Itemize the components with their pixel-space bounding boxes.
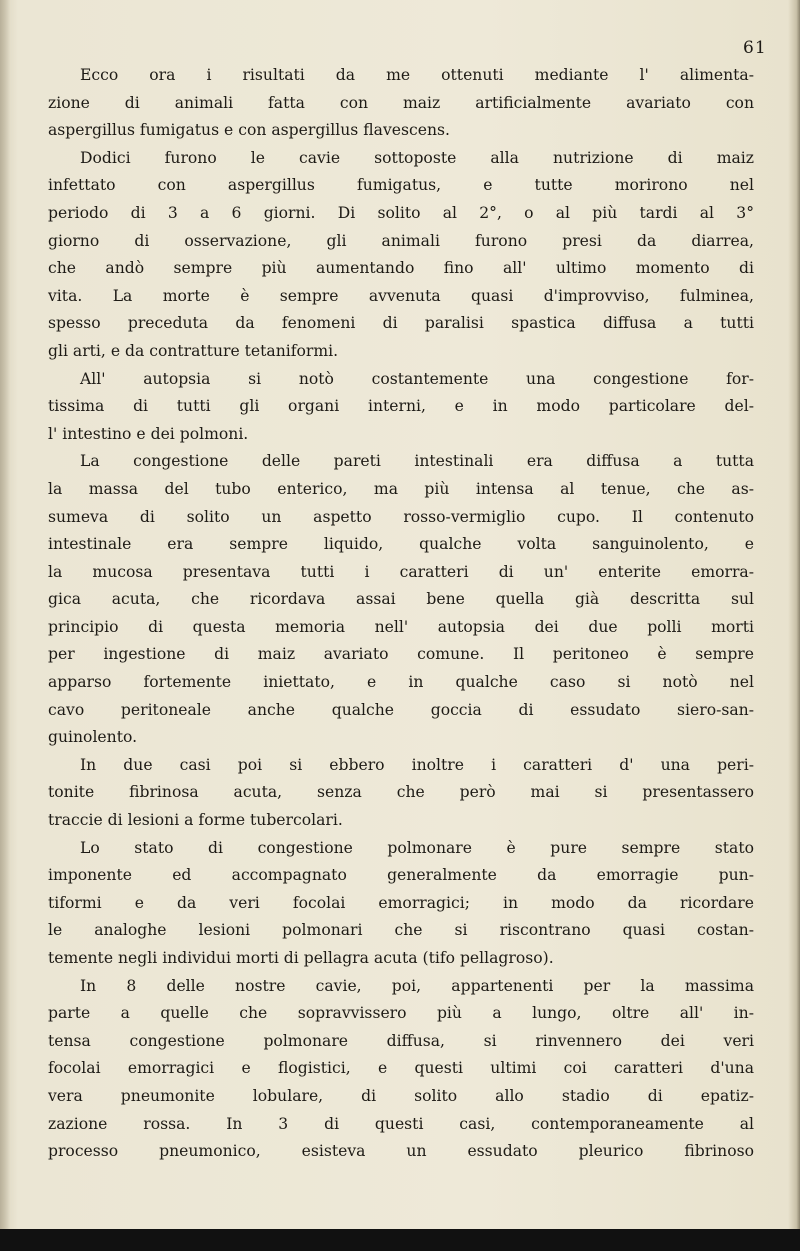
text-line: sumeva di solito un aspetto rosso-vermiglio cupo. Il contenuto [48,507,754,526]
page-number: 61 [743,38,767,58]
text-line: Ecco ora i risultati da me ottenuti mediante l' alimenta- [80,66,754,84]
text-line: La congestione delle pareti intestinali era diffusa a tutta [80,452,754,471]
text-line: aspergillus fumigatus e con aspergillus flavescens. [48,121,450,140]
text-line: gli arti, e da contratture tetaniformi. [48,341,339,360]
text-line: zazione rossa. In 3 di questi casi, contemporaneamente al [48,1114,754,1133]
text-line: le analoghe lesioni polmonari che si riscontrano quasi costan- [48,921,754,940]
text-line: apparso fortemente iniettato, e in qualche caso si notò nel [48,673,754,692]
text-line: principio di questa memoria nell' autopsia dei due polli morti [48,617,754,636]
text-line: spesso preceduta da fenomeni di paralisi spastica diffusa a tutti [48,314,754,333]
text-line: Dodici furono le cavie sottoposte alla nutrizione di maiz [80,148,754,167]
text-line: che andò sempre più aumentando fino all' ultimo momento di [48,259,754,278]
binding-shadow [0,0,10,1251]
text-line: intestinale era sempre liquido, qualche volta sanguinolento, e [48,535,754,554]
body-text [48,62,754,1166]
text-line: vita. La morte è sempre avvenuta quasi d'improvviso, fulminea, [48,286,754,305]
text-line: periodo di 3 a 6 giorni. Di solito al 2°, o al più tardi al 3° [48,203,754,222]
text-line: giorno di osservazione, gli animali furono presi da diarrea, [48,231,754,250]
text-line: traccie di lesioni a forme tubercolari. [48,811,343,830]
text-line: tonite fibrinosa acuta, senza che però mai si presentassero [48,783,754,802]
scan-border [0,1229,800,1251]
text-line: guinolento. [48,728,138,747]
text-line: tissima di tutti gli organi interni, e in modo particolare del- [48,397,754,416]
text-line: imponente ed accompagnato generalmente da emorragie pun- [48,866,754,885]
text-line: vera pneumonite lobulare, di solito allo stadio di epatiz- [48,1086,754,1105]
text-line: cavo peritoneale anche qualche goccia di essudato siero-san- [48,700,754,719]
text-line: In due casi poi si ebbero inoltre i caratteri d' una peri- [80,755,754,774]
text-line: infettato con aspergillus fumigatus, e tutte morirono nel [48,176,754,195]
text-line: tiformi e da veri focolai emorragici; in modo da ricordare [48,893,754,912]
text-line: All' autopsia si notò costantemente una congestione for- [80,369,754,388]
text-line: focolai emorragici e flogistici, e questi ultimi coi caratteri d'una [48,1059,754,1078]
text-line: In 8 delle nostre cavie, poi, appartenenti per la massima [80,976,754,995]
text-line: la mucosa presentava tutti i caratteri di un' enterite emorra- [48,562,754,581]
page-edge [788,0,800,1251]
text-line: l' intestino e dei polmoni. [48,424,249,443]
text-line: zione di animali fatta con maiz artificialmente avariato con [48,93,754,112]
text-line: parte a quelle che sopravvissero più a lungo, oltre all' in- [48,1004,754,1023]
text-line: temente negli individui morti di pellagra acuta (tifo pellagroso). [48,949,554,967]
text-line: Lo stato di congestione polmonare è pure sempre stato [80,838,754,857]
text-line: gica acuta, che ricordava assai bene quella già descritta sul [48,590,754,609]
text-line: tensa congestione polmonare diffusa, si rinvennero dei veri [48,1031,754,1050]
text-line: processo pneumonico, esisteva un essudato pleurico fibrinoso [48,1142,754,1161]
text-line: la massa del tubo enterico, ma più intensa al tenue, che as- [48,479,754,498]
text-line: per ingestione di maiz avariato comune. Il peritoneo è sempre [48,645,754,664]
